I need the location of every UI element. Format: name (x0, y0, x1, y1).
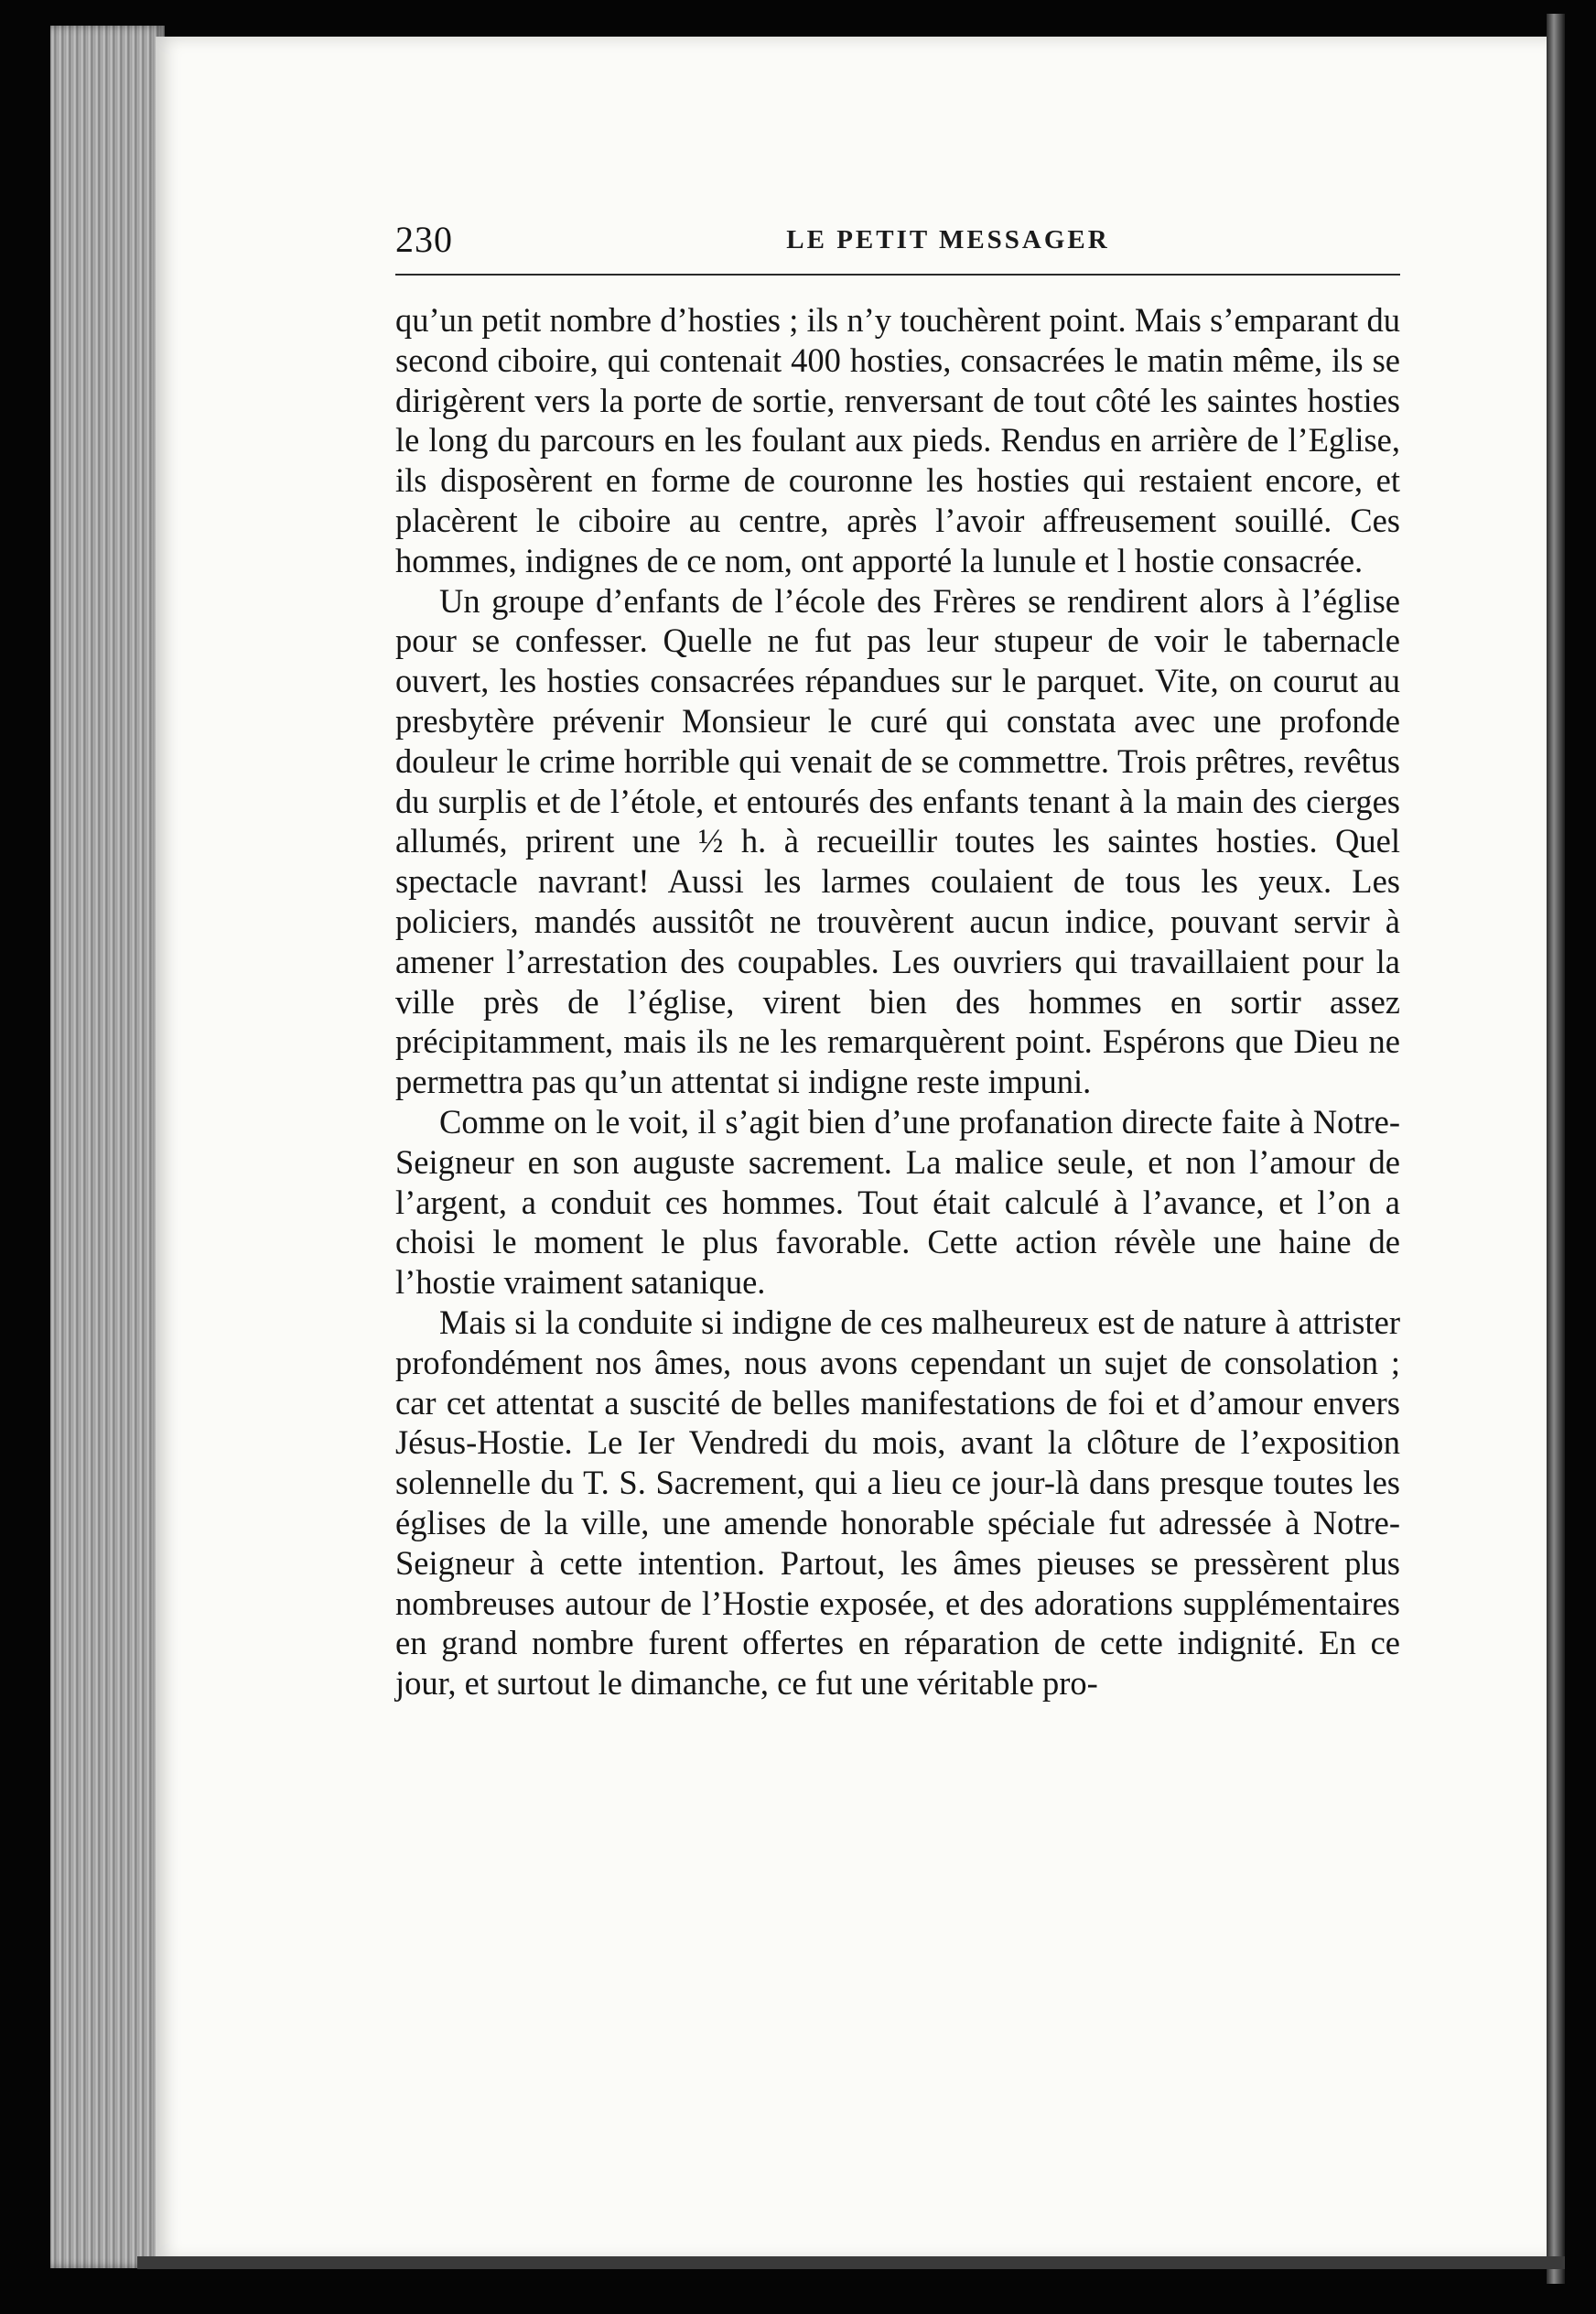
article-body (395, 300, 1400, 1703)
book-right-edge (1547, 14, 1565, 2284)
book-page-edges (50, 26, 165, 2268)
header-rule (395, 274, 1400, 276)
journal-title: LE PETIT MESSAGER (786, 225, 1110, 254)
paragraph-4: Mais si la conduite si indigne de ces malheureux est de nature à attrister profondément nos âmes, nous avons cependant un sujet de consolation ; car cet attentat a suscité de belles manifestations de foi et d’amour envers Jésus-Hostie. Le Ier Vendredi du mois, avant la clôture de l’exposition solennelle du T. S. Sacrement, qui a lieu ce jour-là dans presque toutes les églises de la ville, une amende honorable spéciale fut adressée à Notre-Seigneur à cette intention. Partout, les âmes pieuses se pressèrent plus nombreuses autour de l’Hostie exposée, et des adorations supplémentaires en grand nombre furent offertes en réparation de cette indignité. En ce jour, et surtout le dimanche, ce fut une véritable pro- (395, 1303, 1400, 1703)
paragraph-1: qu’un petit nombre d’hosties ; ils n’y touchèrent point. Mais s’emparant du second ciboire, qui contenait 400 hosties, consacrées le matin même, ils se dirigèrent vers la porte de sortie, renversant de tout côté les saintes hosties le long du parcours en les foulant aux pieds. Rendus en arrière de l’Eglise, ils disposèrent en forme de couronne les hosties qui restaient encore, et placèrent le ciboire au centre, après l’avoir affreusement souillé. Ces hommes, indignes de ce nom, ont apporté la lunule et l hostie consacrée. (395, 301, 1400, 579)
book-bottom-edge (137, 2256, 1565, 2269)
running-header (395, 218, 1400, 264)
paragraph-3: Comme on le voit, il s’agit bien d’une profanation directe faite à Notre-Seigneur en son auguste sacrement. La malice seule, et non l’amour de l’argent, a conduit ces hommes. Tout était calculé à l’avance, et l’on a choisi le moment le plus favorable. Cette action révèle une haine de l’hostie vraiment satanique. (395, 1102, 1400, 1302)
page-number: 230 (395, 219, 453, 260)
paragraph-2: Un groupe d’enfants de l’école des Frères se rendirent alors à l’église pour se confesser. Quelle ne fut pas leur stupeur de voir le tabernacle ouvert, les hosties consacrées répandues sur le parquet. Vite, on courut au presbytère prévenir Monsieur le curé qui constata avec une profonde douleur le crime horrible qui venait de se commettre. Trois prêtres, revêtus du surplis et de l’étole, et entourés des enfants tenant à la main des cierges allumés, prirent une ½ h. à recueillir toutes les saintes hosties. Quel spectacle navrant! Aussi les larmes coulaient de tous les yeux. Les policiers, mandés aussitôt ne trouvèrent aucun indice, pouvant servir à amener l’arrestation des coupables. Les ouvriers qui travaillaient pour la ville près de l’église, virent bien des hommes en sortir assez précipitamment, mais ils ne les remarquèrent point. Espérons que Dieu ne permettra pas qu’un attentat si indigne reste impuni. (395, 581, 1400, 1101)
